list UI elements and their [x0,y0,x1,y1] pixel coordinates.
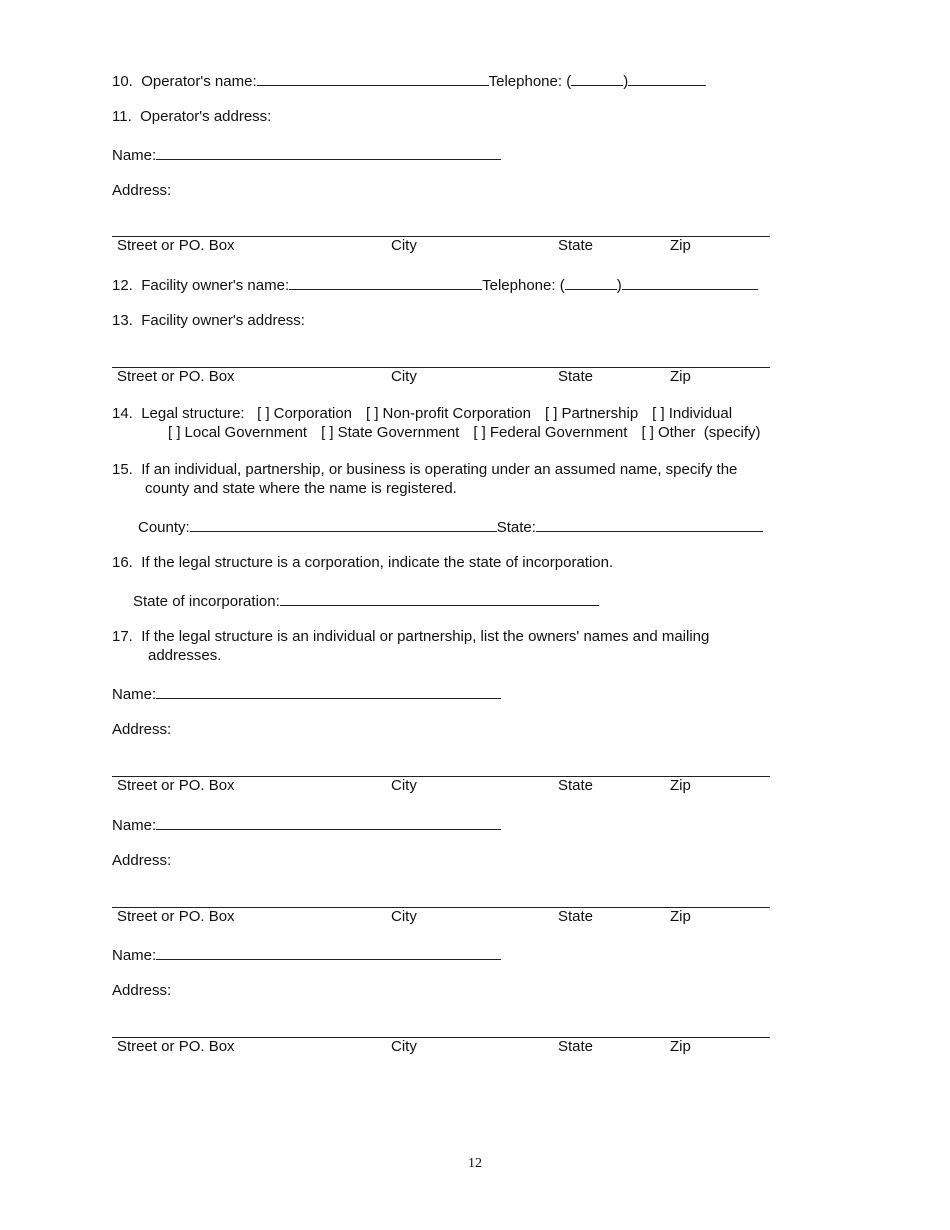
operator-area-code-field[interactable] [571,71,623,86]
checkbox-partnership[interactable] [545,405,638,423]
address-field-labels [117,237,777,255]
address-field-labels [117,368,777,386]
name-label: Name: [112,947,157,964]
facility-owner-area-code-field[interactable] [565,275,617,290]
q14-number: 14. [112,405,133,422]
facility-owner-telephone-label: Telephone: ( [482,277,565,294]
state-label: State [558,908,594,925]
owners-question [112,628,709,646]
q12-number: 12. [112,277,133,294]
zip-label: Zip [670,777,691,794]
checkbox-other[interactable] [641,424,760,442]
operator-address-label-row [112,182,171,200]
city-label: City [391,368,417,385]
checkbox-state-government[interactable] [321,424,459,442]
owner-1-name-row [112,684,501,704]
state-label: State [558,777,594,794]
option-label: Non-profit Corporation [382,405,531,422]
checkbox-box: [ ] [652,405,665,422]
street-label: Street or PO. Box [117,777,235,794]
operator-address-heading [112,108,271,126]
operator-telephone-paren: ) [623,73,629,90]
option-label: Other (specify) [657,424,761,441]
city-label: City [391,908,417,925]
street-label: Street or PO. Box [117,368,235,385]
assumed-state-field[interactable] [536,517,763,532]
assumed-name-text-1: If an individual, partnership, or business is operating under an assumed name, specify the [141,461,738,478]
operator-contact-name-field[interactable] [156,145,501,160]
option-label: Individual [668,405,733,422]
owner-2-name-field[interactable] [156,815,501,830]
checkbox-box: [ ] [321,424,334,441]
state-label: State [558,1038,594,1055]
state-label: State [558,237,594,254]
operator-address-label: Operator's address: [140,108,272,125]
zip-label: Zip [670,368,691,385]
owner-3-name-field[interactable] [156,945,501,960]
legal-structure-row-2 [168,424,760,442]
owners-question-cont [148,647,221,665]
zip-label: Zip [670,237,691,254]
address-field-labels [117,908,777,926]
operator-name-field[interactable] [257,71,489,86]
checkbox-box: [ ] [168,424,181,441]
operator-name-row [112,71,706,91]
facility-owner-name-field[interactable] [289,275,482,290]
name-label: Name: [112,686,157,703]
operator-telephone-label: Telephone: ( [488,73,572,90]
name-label: Name: [112,817,157,834]
owner-1-name-field[interactable] [156,684,501,699]
street-label: Street or PO. Box [117,237,235,254]
name-label: Name: [112,147,157,164]
q11-number: 11. [112,108,132,125]
state-of-incorporation-label: State of incorporation: [133,593,280,610]
assumed-name-text-2: county and state where the name is registered. [145,480,457,497]
owner-2-name-row [112,815,501,835]
zip-label: Zip [670,908,691,925]
county-state-row [138,517,763,537]
option-label: Local Government [184,424,308,441]
city-label: City [391,1038,417,1055]
checkbox-nonprofit-corporation[interactable] [366,405,531,423]
county-label: County: [138,519,190,536]
operator-name-label: Operator's name: [141,73,257,90]
owner-3-address-label-row [112,982,171,1000]
city-label: City [391,777,417,794]
q13-number: 13. [112,312,133,329]
incorporation-question [112,554,613,572]
assumed-name-question [112,461,737,479]
checkbox-corporation[interactable] [257,405,352,423]
address-label: Address: [112,852,172,869]
city-label: City [391,237,417,254]
page-number: 12 [468,1156,482,1171]
facility-owner-telephone-paren: ) [616,277,622,294]
option-label: Partnership [561,405,639,422]
owners-text-1: If the legal structure is an individual or partnership, list the owners' names and mailing [141,628,710,645]
assumed-name-question-cont [145,480,457,498]
owner-3-name-row [112,945,501,965]
option-label: Federal Government [489,424,628,441]
street-label: Street or PO. Box [117,1038,235,1055]
checkbox-box: [ ] [473,424,486,441]
facility-owner-address-heading [112,312,305,330]
owners-text-2: addresses. [148,647,222,664]
option-label: State Government [337,424,460,441]
state-label: State [558,368,594,385]
address-label: Address: [112,721,172,738]
address-field-labels [117,1038,777,1056]
facility-owner-name-label: Facility owner's name: [141,277,290,294]
checkbox-individual[interactable] [652,405,732,423]
state-of-incorporation-field[interactable] [280,591,599,606]
owner-2-address-label-row [112,852,171,870]
operator-telephone-field[interactable] [628,71,706,86]
q10-number: 10. [112,73,133,90]
facility-owner-name-row [112,275,758,295]
legal-structure-row [112,405,732,423]
state-of-incorporation-row [133,591,599,611]
address-label: Address: [112,182,172,199]
facility-owner-address-label: Facility owner's address: [141,312,305,329]
zip-label: Zip [670,1038,691,1055]
checkbox-box: [ ] [366,405,379,422]
q15-number: 15. [112,461,133,478]
owner-1-address-label-row [112,721,171,739]
option-label: Corporation [273,405,353,422]
checkbox-box: [ ] [544,405,558,422]
address-label: Address: [112,982,172,999]
checkbox-federal-government[interactable] [473,424,627,442]
address-field-labels [117,777,777,795]
street-label: Street or PO. Box [117,908,235,925]
checkbox-box: [ ] [257,405,270,422]
incorporation-text: If the legal structure is a corporation, indicate the state of incorporation. [141,554,614,571]
q16-number: 16. [112,554,133,571]
checkbox-box: [ ] [641,424,654,441]
facility-owner-telephone-field[interactable] [622,275,758,290]
q17-number: 17. [112,628,133,645]
assumed-state-label: State: [496,519,536,536]
county-field[interactable] [190,517,497,532]
operator-contact-name-row [112,145,501,165]
checkbox-local-government[interactable] [168,424,307,442]
legal-structure-label: Legal structure: [141,405,245,422]
